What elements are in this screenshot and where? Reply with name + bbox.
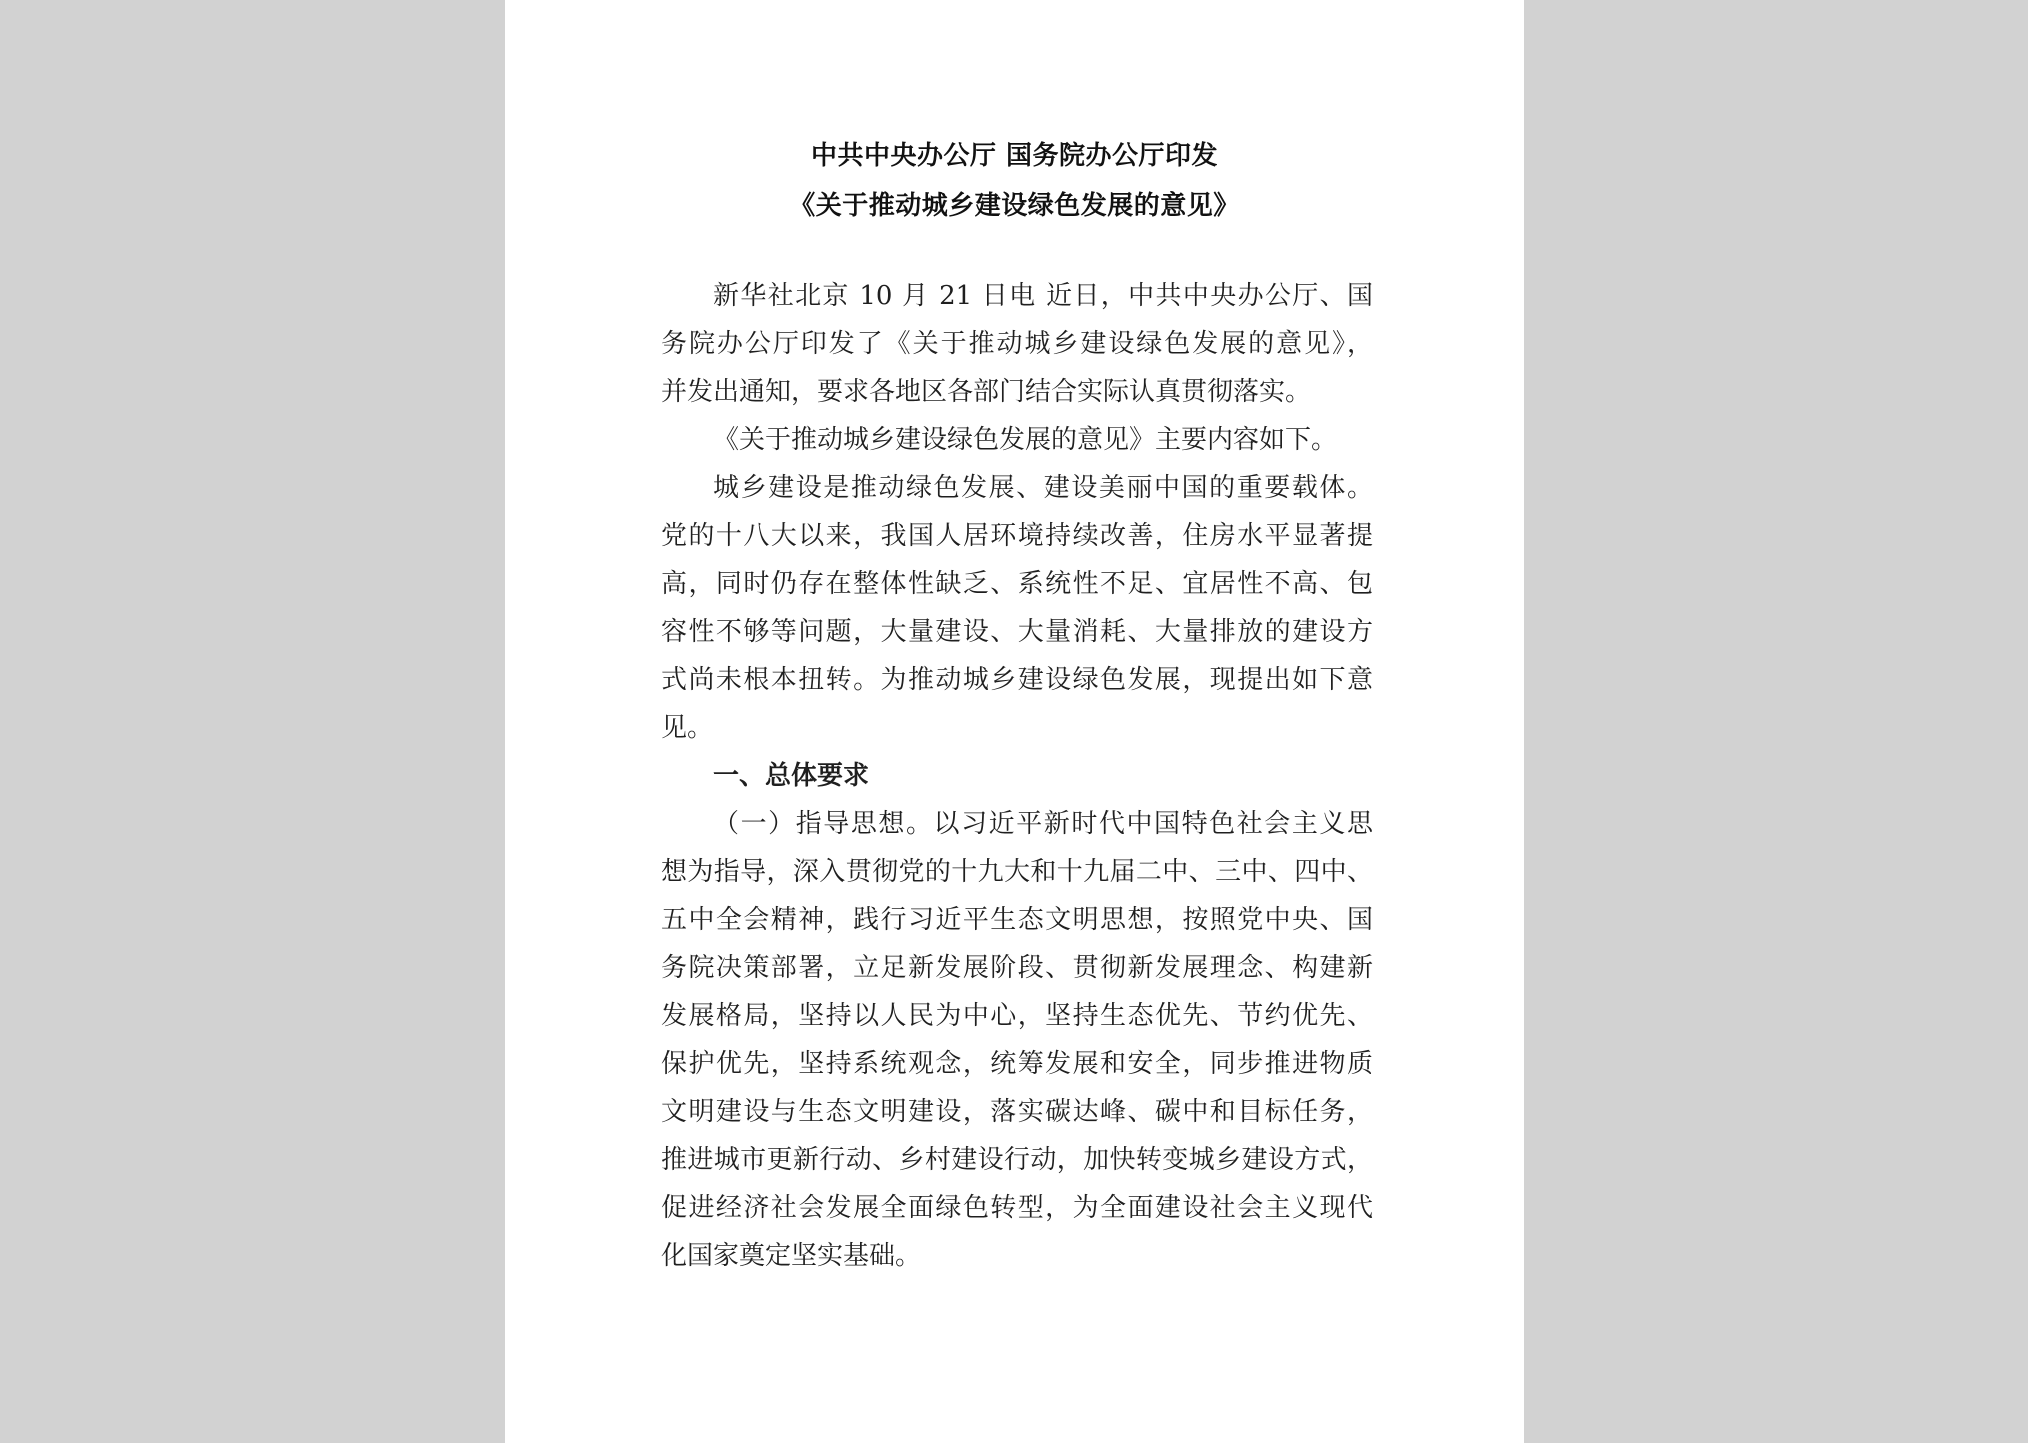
body-line: 化国家奠定坚实基础。 <box>661 1241 922 1271</box>
body-line: 促进经济社会发展全面绿色转型，为全面建设社会主义现代 <box>661 1193 1373 1223</box>
document-page <box>505 0 1524 1443</box>
body-line: 推进城市更新行动、乡村建设行动，加快转变城乡建设方式， <box>661 1145 1373 1175</box>
body-line: 见。 <box>661 713 714 743</box>
body-line: 务院决策部署，立足新发展阶段、贯彻新发展理念、构建新 <box>661 953 1373 983</box>
document-title-line-2: 《关于推动城乡建设绿色发展的意见》 <box>789 191 1240 221</box>
body-line: 务院办公厅印发了《关于推动城乡建设绿色发展的意见》， <box>661 329 1373 359</box>
body-line: 并发出通知，要求各地区各部门结合实际认真贯彻落实。 <box>661 377 1312 407</box>
section-heading: 一、总体要求 <box>713 761 870 791</box>
body-line: （一）指导思想。以习近平新时代中国特色社会主义思 <box>713 809 1373 839</box>
body-line: 新华社北京 10 月 21 日电 近日，中共中央办公厅、国 <box>713 281 1373 311</box>
body-line: 党的十八大以来，我国人居环境持续改善，住房水平显著提 <box>661 521 1373 551</box>
body-line: 《关于推动城乡建设绿色发展的意见》主要内容如下。 <box>713 425 1338 455</box>
body-line: 五中全会精神，践行习近平生态文明思想，按照党中央、国 <box>661 905 1373 935</box>
body-line: 容性不够等问题，大量建设、大量消耗、大量排放的建设方 <box>661 617 1373 647</box>
body-line: 保护优先，坚持系统观念，统筹发展和安全，同步推进物质 <box>661 1049 1373 1079</box>
document-title-line-1: 中共中央办公厅 国务院办公厅印发 <box>810 141 1219 171</box>
body-line: 城乡建设是推动绿色发展、建设美丽中国的重要载体。 <box>713 473 1373 503</box>
body-line: 文明建设与生态文明建设，落实碳达峰、碳中和目标任务， <box>661 1097 1373 1127</box>
body-line: 高，同时仍存在整体性缺乏、系统性不足、宜居性不高、包 <box>661 569 1373 599</box>
body-line: 发展格局，坚持以人民为中心，坚持生态优先、节约优先、 <box>661 1001 1373 1031</box>
body-line: 想为指导，深入贯彻党的十九大和十九届二中、三中、四中、 <box>661 857 1373 887</box>
body-line: 式尚未根本扭转。为推动城乡建设绿色发展，现提出如下意 <box>661 665 1373 695</box>
